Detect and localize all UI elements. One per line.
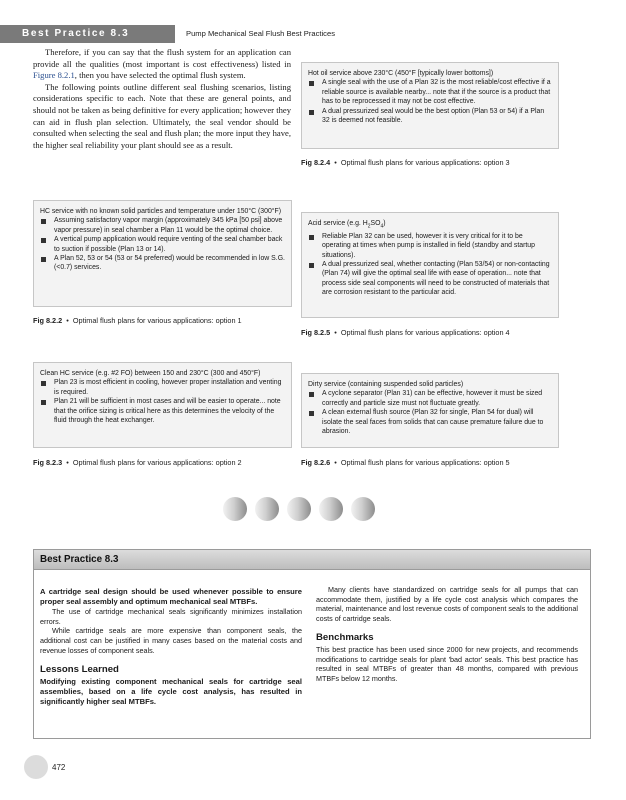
list-item: A Plan 52, 53 or 54 (53 or 54 preferred) would be recommended in low S.G. (<0.7) services. <box>40 254 285 273</box>
decorative-dot-icon <box>223 497 247 521</box>
figure-8-2-6-caption: Fig 8.2.6 • Optimal flush plans for various applications: option 5 <box>301 458 510 467</box>
best-practice-paragraph: While cartridge seals are more expensive than component seals, the additional cost can be justified in many cases based on the material costs and revenue losses of component seals. <box>40 626 302 655</box>
figure-8-2-6-list <box>308 389 552 436</box>
page-number: 472 <box>52 763 66 772</box>
section-tab <box>0 25 175 43</box>
decorative-dot-icon <box>287 497 311 521</box>
best-practice-lead: A cartridge seal design should be used whenever possible to ensure proper seal assembly and optimum mechanical seal MTBFs. <box>40 587 302 606</box>
figure-8-2-6-heading: Dirty service (containing suspended solid particles) <box>308 381 464 388</box>
list-item: Plan 21 will be sufficient in most cases and will be easier to operate... note that the orifice sizing is critical here as this determines the velocity of the fluid through the heat exchanger. <box>40 397 285 425</box>
section-tab-label: Best Practice 8.3 <box>22 28 130 39</box>
list-item: A vertical pump application would require venting of the seal chamber back to suction if possible (Plan 13 or 14). <box>40 235 285 254</box>
figure-8-2-3-box <box>33 362 292 448</box>
figure-8-2-3-heading: Clean HC service (e.g. #2 FO) between 150 and 230°C (300 and 450°F) <box>40 370 261 377</box>
list-item: A cyclone separator (Plan 31) can be effective, however it must be sized correctly and particle size must not fluctuate greatly. <box>308 389 552 408</box>
list-item: Reliable Plan 32 can be used, however it is very critical for it to be operating at times when pump is installed in field (standby and startup situations). <box>308 232 552 260</box>
figure-8-2-4-box <box>301 62 559 149</box>
figure-8-2-6-box <box>301 373 559 448</box>
best-practice-title: Best Practice 8.3 <box>40 554 119 565</box>
list-item: A dual pressurized seal, whether contacting (Plan 53/54) or non-contacting (Plan 74) will give the optimal seal life with ease of operation... note that process side seal components will need to be constructed of materials that are corrosion resistant to the particular acid. <box>308 260 552 298</box>
figure-8-2-4-caption: Fig 8.2.4 • Optimal flush plans for various applications: option 3 <box>301 158 510 167</box>
figure-8-2-5-list <box>308 232 552 298</box>
decorative-dot-icon <box>319 497 343 521</box>
running-title: Pump Mechanical Seal Flush Best Practices <box>186 29 335 38</box>
best-practice-right-column <box>316 585 578 684</box>
decorative-dots <box>223 497 375 521</box>
page-number-circle-icon <box>24 755 48 779</box>
list-item: A clean external flush source (Plan 32 for single, Plan 54 for dual) will isolate the seal faces from solids that can cause premature failure due to abrasion. <box>308 408 552 436</box>
best-practice-left-column <box>40 587 302 707</box>
intro-text <box>33 47 291 151</box>
intro-paragraph-2: The following points outline different seal flushing scenarios, listing considerations specific to each. Note that these are general points, and should not be taken as being definitive for every application; however they can aid in flush plan selection. Ultimately, the seal vendor should be consulted when selecting the seal and flush plan; the more input they have, the higher seal reliability your plant should see as a result. <box>33 81 291 150</box>
list-item: A single seal with the use of a Plan 32 is the most reliable/cost effective if a reliable source is available nearby... note that if the source is a product that has to be reprocessed it may not be cost effective. <box>308 78 552 106</box>
figure-8-2-3-caption: Fig 8.2.3 • Optimal flush plans for various applications: option 2 <box>33 458 242 467</box>
benchmarks-heading: Benchmarks <box>316 631 374 643</box>
intro-paragraph-1: Therefore, if you can say that the flush system for an application can provide all the qualities (most important is cost effectiveness) listed in Figure 8.2.1, then you have selected the optimal flush system. <box>33 47 291 81</box>
figure-8-2-2-caption: Fig 8.2.2 • Optimal flush plans for various applications: option 1 <box>33 316 242 325</box>
best-practice-paragraph: The use of cartridge mechanical seals significantly minimizes installation errors. <box>40 607 302 626</box>
best-practice-box <box>33 549 591 739</box>
list-item: Plan 23 is most efficient in cooling, however proper installation and venting is required. <box>40 378 285 397</box>
lessons-learned-text: Modifying existing component mechanical seals for cartridge seal assemblies, based on a life cycle cost analysis, has resulted in significantly higher seal MTBFs. <box>40 676 302 706</box>
list-item: Assuming satisfactory vapor margin (approximately 345 kPa [50 psi] above vapor pressure) in seal chamber a Plan 11 would be the optimal choice. <box>40 216 285 235</box>
figure-8-2-5-box <box>301 212 559 318</box>
benchmarks-text: This best practice has been used since 2000 for new projects, and recommends modifications to cartridge seals for plant 'bad actor' seals. This best practice has resulted in seal MTBFs of greater than 48 months, compared with previous MTBFs below 12 months. <box>316 644 578 683</box>
figure-8-2-5-heading: Acid service (e.g. $H_2SO_4$) <box>308 220 386 230</box>
list-item: A dual pressurized seal would be the best option (Plan 53 or 54) if a Plan 32 is deemed not feasible. <box>308 107 552 126</box>
figure-8-2-2-list <box>40 216 285 272</box>
decorative-dot-icon <box>351 497 375 521</box>
best-practice-paragraph: Many clients have standardized on cartridge seals for all pumps that can accommodate them, justified by a life cycle cost analysis which compares the material, maintenance and lost revenue costs of component seals to the additional costs of cartridge seals. <box>316 585 578 624</box>
figure-8-2-5-caption: Fig 8.2.5 • Optimal flush plans for various applications: option 4 <box>301 328 510 337</box>
figure-8-2-4-heading: Hot oil service above 230°C (450°F [typically lower bottoms]) <box>308 70 494 77</box>
lessons-learned-heading: Lessons Learned <box>40 663 119 675</box>
figure-8-2-2-heading: HC service with no known solid particles and temperature under 150°C (300°F) <box>40 208 282 215</box>
figure-reference-link[interactable]: Figure 8.2.1 <box>33 70 75 81</box>
figure-8-2-4-list <box>308 78 552 125</box>
figure-8-2-2-box <box>33 200 292 307</box>
best-practice-title-bar <box>34 550 590 570</box>
decorative-dot-icon <box>255 497 279 521</box>
figure-8-2-3-list <box>40 378 285 425</box>
